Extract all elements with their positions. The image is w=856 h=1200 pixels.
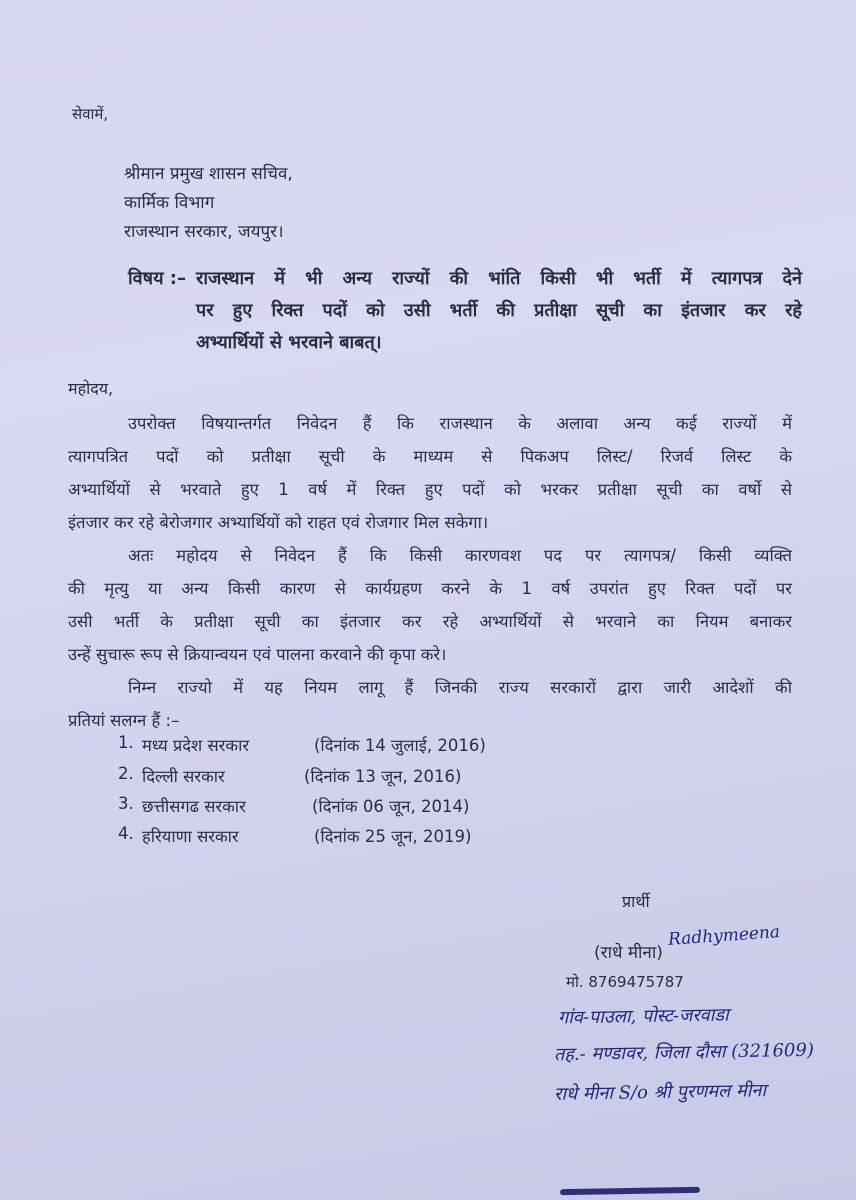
ink-mark (560, 1187, 700, 1195)
list-number: 2. (118, 764, 134, 783)
address-line-2: तह.- मण्डावर, जिला दौसा (321609) (553, 1039, 815, 1066)
list-item (118, 824, 538, 846)
para3-line-1: निम्न राज्यो में यह नियम लागू हैं जिनकी राज्य सरकारों द्वारा जारी आदेशों की (128, 678, 792, 697)
para1-line-4: इंतजार कर रहे बेरोजगार अभ्यार्थियों को राहत एवं रोजगार मिल सकेगा। (68, 513, 489, 532)
order-date: (दिनांक 14 जुलाई, 2016) (314, 736, 486, 755)
list-number: 3. (118, 794, 134, 813)
addressee-line-1: श्रीमान प्रमुख शासन सचिव, (124, 164, 293, 184)
order-date: (दिनांक 06 जून, 2014) (312, 797, 470, 816)
addressee-line-3: राजस्थान सरकार, जयपुर। (124, 222, 284, 242)
state-name: दिल्ली सरकार (142, 767, 225, 786)
applicant-name: (राधे मीना) (594, 943, 663, 963)
salutation: सेवामें, (72, 105, 109, 123)
state-name: छत्तीसगढ सरकार (142, 797, 246, 816)
state-name: हरियाणा सरकार (142, 827, 239, 846)
subject-line-3: अभ्यार्थियों से भरवाने बाबत्। (196, 332, 382, 353)
applicant-mobile: मो. 8769475787 (566, 973, 684, 991)
para2-line-2: की मृत्यु या अन्य किसी कारण से कार्यग्रहण करने के 1 वर्ष उपरांत हुए रिक्त पदों पर (68, 579, 792, 598)
order-date: (दिनांक 13 जून, 2016) (304, 767, 462, 786)
para2-line-4: उन्हें सुचारू रूप से क्रियान्वयन एवं पालना करवाने की कृपा करे। (68, 645, 447, 664)
para3-line-2: प्रतियां सलग्न हैं :– (68, 711, 180, 730)
para1-line-1: उपरोक्त विषयान्तर्गत निवेदन हैं कि राजस्थान के अलावा अन्य कई राज्यों में (128, 414, 792, 433)
subject-line-1: राजस्थान में भी अन्य राज्यों की भांति किसी भी भर्ती में त्यागपत्र देने (196, 268, 802, 289)
para2-line-3: उसी भर्ती के प्रतीक्षा सूची का इंतजार कर रहे अभ्यार्थियों से भरवाने का नियम बनाकर (68, 612, 792, 631)
address-line-1: गांव-पाउला, पोस्ट-जरवाडा (557, 1004, 729, 1029)
list-item (118, 794, 538, 816)
subject-label: विषय :– (128, 268, 186, 289)
para2-line-1: अतः महोदय से निवेदन हैं कि किसी कारणवश पद पर त्यागपत्र/ किसी व्यक्ति (128, 546, 792, 565)
state-name: मध्य प्रदेश सरकार (142, 736, 250, 755)
subject-line-2: पर हुए रिक्त पदों को उसी भर्ती की प्रतीक्षा सूची का इंतजार कर रहे (196, 300, 802, 321)
list-number: 4. (118, 824, 134, 843)
address-line-3: राधे मीना S/o श्री पुरणमल मीना (553, 1080, 767, 1105)
list-number: 1. (118, 733, 134, 752)
addressee-line-2: कार्मिक विभाग (124, 193, 215, 213)
order-date: (दिनांक 25 जून, 2019) (314, 827, 472, 846)
greeting: महोदय, (68, 379, 114, 398)
para1-line-3: अभ्यार्थियों से भरवाते हुए 1 वर्ष में रिक्त हुए पदों को भरकर प्रतीक्षा सूची का वर्षो से (68, 480, 792, 499)
signature: Radhymeena (667, 922, 781, 950)
para1-line-2: त्यागपत्रित पदों को प्रतीक्षा सूची के माध्यम से पिकअप लिस्ट/ रिजर्व लिस्ट के (68, 447, 792, 466)
list-item (118, 764, 538, 786)
applicant-label: प्रार्थी (622, 892, 650, 911)
list-item (118, 733, 538, 755)
